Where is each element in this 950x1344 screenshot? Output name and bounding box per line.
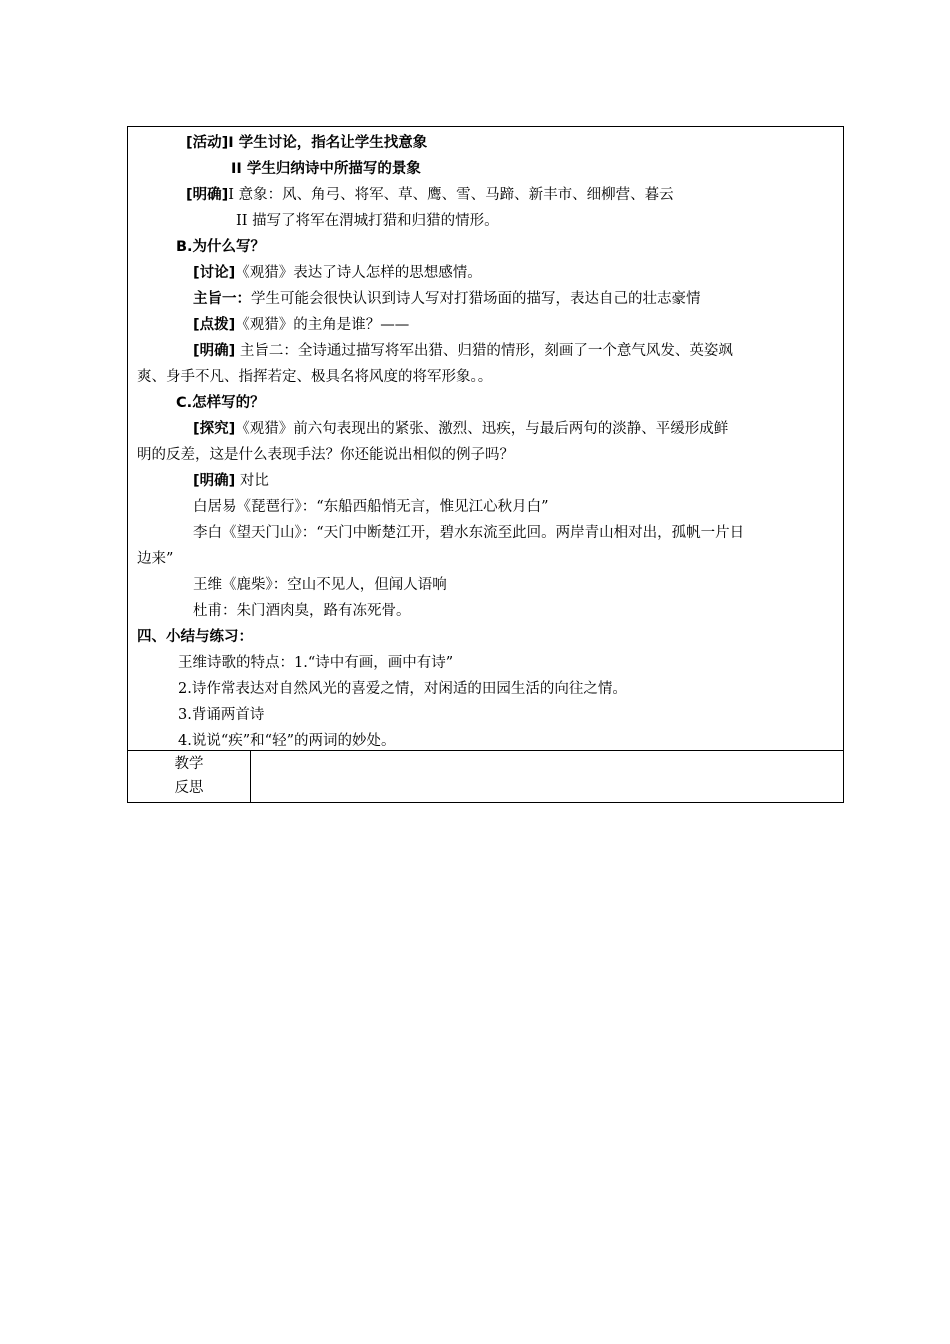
- summary-item-1: 王维诗歌的特点：1.“诗中有画，画中有诗”: [178, 655, 454, 671]
- example-li-bai-line-2: 边来”: [137, 551, 174, 567]
- example-li-bai-line-1: 李白《望天门山》：“天门中断楚江开，碧水东流至此回。两岸青山相对出，孤帆一片日: [193, 525, 745, 541]
- contrast-line: [明确] 对比: [193, 473, 269, 489]
- example-bai-juyi: 白居易《琵琶行》：“东船西船悄无言，惟见江心秋月白”: [193, 499, 549, 515]
- section-c-heading: C.怎样写的？: [176, 395, 265, 411]
- reflection-label: 教学 反思: [128, 751, 251, 802]
- lesson-table: [127, 126, 844, 803]
- reflection-row: [128, 751, 843, 802]
- clarify-line-1: [明确]I 意象：风、角弓、将军、草、鹰、雪、马蹄、新丰市、细柳营、暮云: [186, 187, 674, 203]
- activity-line-1: [活动]I 学生讨论，指名让学生找意象: [186, 135, 428, 151]
- theme-two-line-1: [明确] 主旨二：全诗通过描写将军出猎、归猎的情形，刻画了一个意气风发、英姿飒: [193, 343, 733, 359]
- discuss-line: [讨论]《观猎》表达了诗人怎样的思想感情。: [193, 265, 482, 281]
- explore-line-1: [探究]《观猎》前六句表现出的紧张、激烈、迅疾，与最后两句的淡静、平缓形成鲜: [193, 421, 729, 437]
- hint-line: [点拨]《观猎》的主角是谁？——: [193, 317, 410, 333]
- activity-line-2: II 学生归纳诗中所描写的景象: [231, 161, 421, 177]
- section-b-heading: B.为什么写？: [176, 239, 266, 255]
- reflection-content: [251, 751, 843, 802]
- summary-item-2: 2.诗作常表达对自然风光的喜爱之情，对闲适的田园生活的向往之情。: [178, 681, 627, 697]
- summary-item-4: 4.说说“疾”和“轻”的两词的妙处。: [178, 733, 396, 749]
- theme-two-line-2: 爽、身手不凡、指挥若定、极具名将风度的将军形象。。: [137, 369, 493, 385]
- example-wang-wei: 王维《鹿柴》：空山不见人，但闻人语响: [193, 577, 447, 593]
- lesson-content-cell: [128, 127, 843, 751]
- explore-line-2: 明的反差，这是什么表现手法？你还能说出相似的例子吗？: [137, 447, 514, 463]
- example-du-fu: 杜甫：朱门酒肉臭，路有冻死骨。: [193, 603, 411, 619]
- summary-item-3: 3.背诵两首诗: [178, 707, 265, 723]
- summary-heading: 四、小结与练习：: [137, 629, 253, 645]
- theme-one-line: 主旨一：学生可能会很快认识到诗人写对打猎场面的描写，表达自己的壮志豪情: [193, 291, 701, 307]
- clarify-line-2: II 描写了将军在渭城打猎和归猎的情形。: [236, 213, 499, 229]
